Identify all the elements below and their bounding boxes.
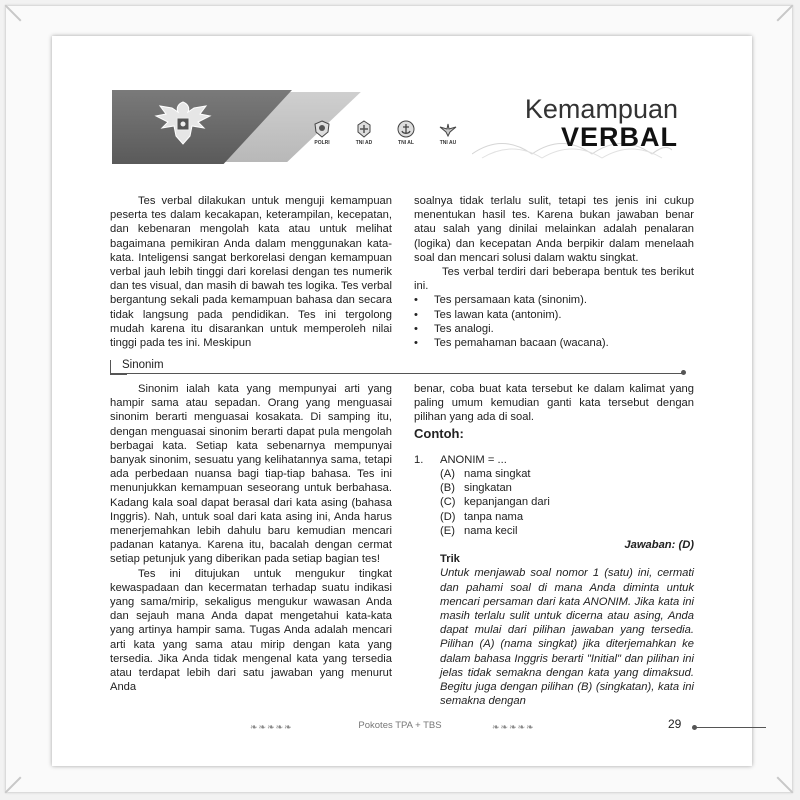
option-letter: (D) <box>440 510 456 523</box>
section-left-column <box>110 382 392 694</box>
footer-ornament-left: ❧❧❧❧❧ <box>250 722 293 732</box>
option-letter: (A) <box>440 468 455 481</box>
tni-ad-badge-icon <box>355 120 373 138</box>
section-right-column <box>414 382 694 708</box>
garuda-emblem-icon <box>152 98 214 150</box>
answer-key: Jawaban: (D) <box>624 539 694 552</box>
list-item: • Tes pemahaman bacaan (wacana). <box>414 336 694 350</box>
option-e <box>414 524 694 538</box>
logo-tni-ad-label: TNI AD <box>355 140 373 146</box>
option-text: singkatan <box>464 482 512 495</box>
logo-tni-au-label: TNI AU <box>439 140 457 146</box>
footer-text: Pokotes TPA + TBS <box>358 720 442 731</box>
question-text: ANONIM = ... <box>440 453 507 466</box>
intro-left-column <box>110 194 392 350</box>
chapter-title-line1: Kemampuan <box>524 94 678 124</box>
option-text: kepanjangan dari <box>464 496 550 509</box>
option-letter: (C) <box>440 496 456 509</box>
polri-badge-icon <box>313 120 331 138</box>
logo-polri <box>302 120 342 146</box>
example-heading: Contoh: <box>414 425 464 441</box>
intro-right-column <box>414 194 694 350</box>
example-question <box>414 453 694 467</box>
list-item: • Tes analogi. <box>414 322 694 336</box>
trik-block <box>414 552 694 708</box>
option-a <box>414 467 694 481</box>
anchor-badge-icon <box>397 120 415 138</box>
logo-tni-ad <box>344 120 384 146</box>
question-number: 1. <box>414 453 424 466</box>
list-item: • Tes persamaan kata (sinonim). <box>414 293 694 307</box>
footer-ornament-right: ❧❧❧❧❧ <box>492 722 535 732</box>
section-rule-dot <box>681 370 686 375</box>
page-footer <box>0 712 800 742</box>
logo-polri-label: POLRI <box>314 140 330 146</box>
option-d <box>414 510 694 524</box>
logo-tni-al <box>386 120 426 146</box>
option-letter: (E) <box>440 524 455 537</box>
intro-paragraph-continued: soalnya tidak terlalu sulit, tetapi tes jenis ini cukup menentukan hasil tes. Karena bukan jawaban benar atau salah yang dinilai melainkan adalah penalaran (logika) dan kecepatan Anda berpikir dalam menelaah soal dan mencari solusi dalam waktu singkat. <box>414 195 694 264</box>
chapter-header <box>112 90 692 164</box>
trik-text: Untuk menjawab soal nomor 1 (satu) ini, cermati dan pahami soal di mana Anda diminta untuk mencari persaman dari kata ANONIM. Jika kata ini masih terlalu sulit untuk dicerna atau asing, Anda dapat mulai dari pilihan jawaban yang tersedia. Pilihan (A) (nama singkat) jika diterjemahkan ke dalam bahasa Inggris berarti "Initial" dan pilihan ini jelas tidak semakna dengan kata yang dimaksud. Begitu juga dengan pilihan (B) (singkatan), kata ini semakna dengan <box>440 567 694 708</box>
option-b <box>414 481 694 495</box>
option-c <box>414 495 694 509</box>
option-text: nama kecil <box>464 524 518 537</box>
option-letter: (B) <box>440 482 455 495</box>
list-item: • Tes lawan kata (antonim). <box>414 308 694 322</box>
intro-paragraph: Tes verbal dilakukan untuk menguji kemampuan peserta tes dalam kecakapan, keterampilan, kecepatan, dan kebenaran mengolah kata atau untuk melihat bagaimana pemikiran Anda dalam menggunakan kata-kata. Inteligensi sangat berkorelasi dengan kemampuan verbal jauh lebih tinggi dari korelasi dengan tes numerik dan tes visual, dan masih di bawah tes logika. Tes verbal bergantung sekali pada kemampuan bahasa dan secara tidak langsung pada pendidikan. Tes ini tergolong mudah karena itu disarankan untuk memperoleh nilai tinggi pada tes ini. Meskipun <box>110 195 392 350</box>
option-text: tanpa nama <box>464 510 524 523</box>
trik-label: Trik <box>440 553 460 566</box>
sinonim-paragraph-continued: benar, coba buat kata tersebut ke dalam kalimat yang paling umum kemudian ganti kata tersebut dengan pilihan yang ada di soal. <box>414 383 694 424</box>
wings-badge-icon <box>439 120 457 138</box>
sinonim-paragraph-2: Tes ini ditujukan untuk mengukur tingkat kewaspadaan dan kecermatan terhadap suatu indikasi yang sama/mirip, sekaligus mengukur wawasan Anda dan sejauh mana Anda dapat mengetahui kata-kata yang artinya hampir sama. Tugas Anda adalah mencari arti kata yang sama atau mirip dengan kata yang tersedia. Jika Anda tidak mengenal kata yang tersedia atau terdapat lebih dari satu jawaban yang menurut Anda <box>110 567 392 694</box>
sinonim-paragraph-1: Sinonim ialah kata yang mempunyai arti yang hampir sama atau sepadan. Orang yang menguasai sinonim berarti menguasai kosakata. Di samping itu, dengan menguasai sinonim berarti dapat pula mengolah berbagai kata. Setiap kata sebenarnya mempunyai banyak sinonim, sesuatu yang kelihatannya sama, tetapi ada perbedaan nuansa bagi tiap-tiap bahasa. Tes ini menunjukkan kemampuan seseorang untuk berbahasa. Kadang kala soal dapat berasal dari kata asing (bahasa Inggris). Nah, untuk soal dari kata asing ini, Anda harus menerjemahkan lebih dahulu baru kemudian mencari padanan katanya. Karena itu, bacalah dengan cermat setiap petunjuk yang diberikan pada setiap bagian tes! <box>110 383 392 566</box>
test-types-list <box>414 293 694 350</box>
option-text: nama singkat <box>464 468 531 481</box>
section-rule <box>110 373 682 374</box>
section-title: Sinonim <box>122 359 164 371</box>
footer-rule <box>696 727 766 728</box>
section-heading-sinonim <box>110 360 686 374</box>
chapter-title-line2: VERBAL <box>560 122 678 152</box>
logo-tni-au <box>428 120 468 146</box>
logo-tni-al-label: TNI AL <box>398 140 414 146</box>
page-number: 29 <box>668 717 682 731</box>
intro-paragraph-2: Tes verbal terdiri dari beberapa bentuk tes berikut ini. <box>414 266 694 293</box>
